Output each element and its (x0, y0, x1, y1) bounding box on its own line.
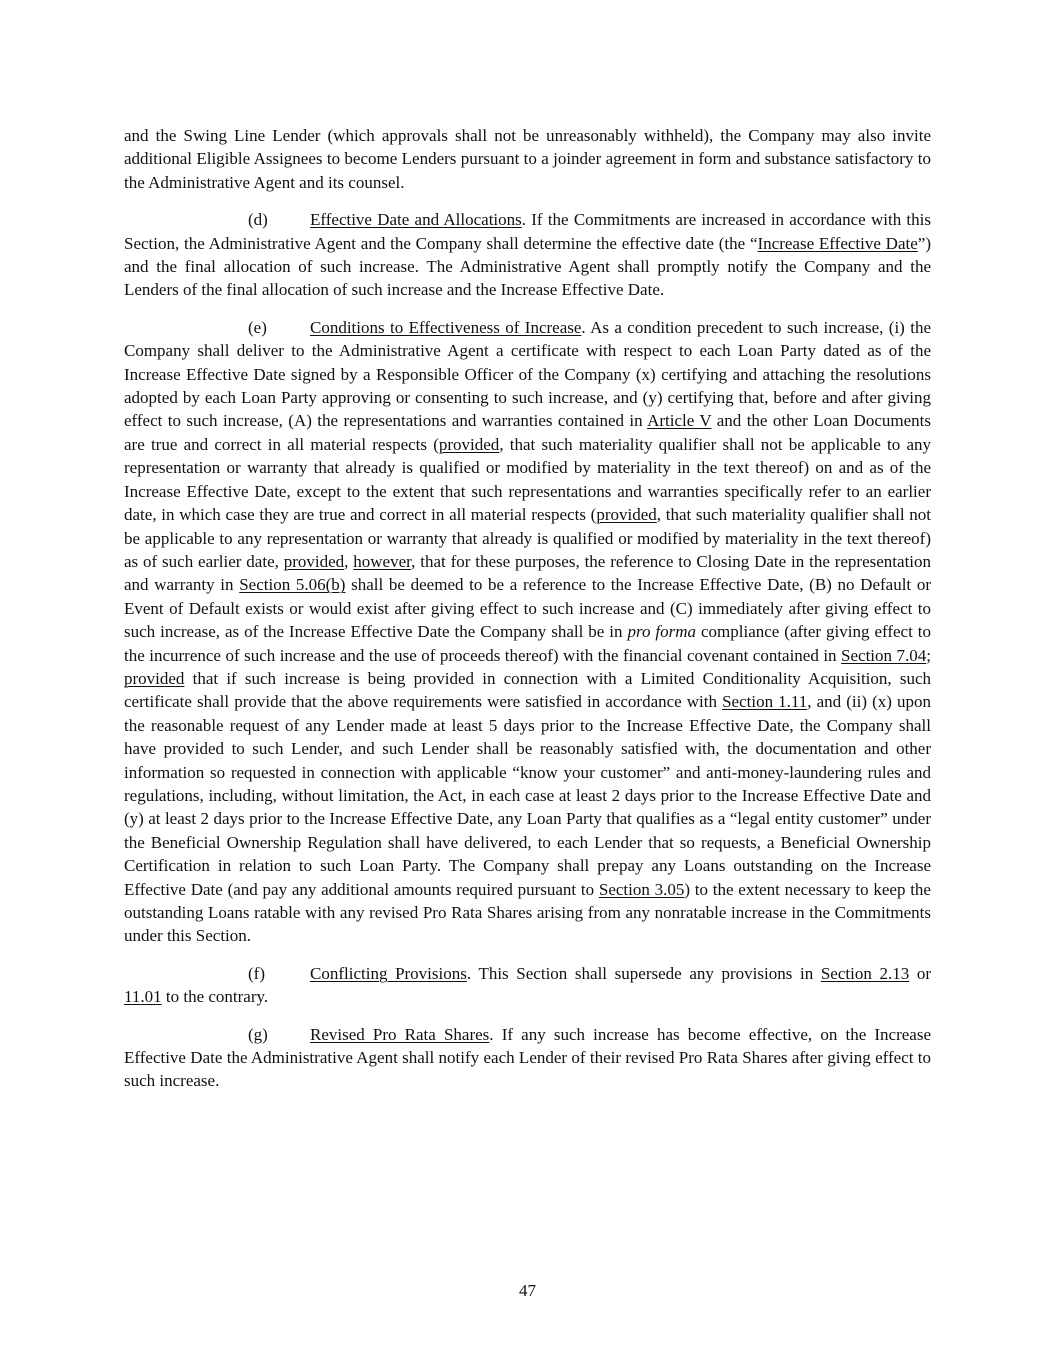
paragraph-text: shall be deemed to be a reference to the Increase Effective Date, (B) no Default or Event of Default exists or would exist after giving effect to such increase and (C) immediately after giving effect to such increase, as of the Increase Effective Date the Company shall be in (124, 575, 931, 642)
paragraph-g (124, 1023, 931, 1093)
provided-term: provided (438, 434, 500, 454)
paragraph-text: compliance (after giving effect to the incurrence of such increase and the use of proceeds thereof) with the financial covenant contained in (124, 622, 931, 665)
paragraph-text: . If the Commitments are increased in accordance with this Section, the Administrative Agent and the Company shall determine the effective date (the “ (124, 210, 931, 253)
however-term: however (353, 551, 412, 571)
cross-reference: Section 3.05 (598, 879, 685, 899)
paragraph-text: and the Swing Line Lender (which approvals shall not be unreasonably withheld), the Company may also invite additional Eligible Assignees to become Lenders pursuant to a joinder agreement in form and substance satisfactory to the Administrative Agent and its counsel. (124, 126, 931, 192)
cross-reference: Section 2.13 (820, 963, 910, 983)
provided-term: provided (283, 551, 345, 571)
cross-reference: Section 1.11 (722, 692, 808, 712)
paragraph-e (124, 316, 931, 948)
paragraph-text: ) to the extent necessary to keep the outstanding Loans ratable with any revised Pro Rata Shares arising from any nonratable increase in the Commitments under this Section. (124, 879, 931, 946)
paragraph-heading: Conditions to Effectiveness of Increase (310, 317, 582, 337)
paragraph-text: that if such increase is being provided in connection with a Limited Conditionality Acquisition, such certificate shall provide that the above requirements were satisfied in accordance with (124, 668, 931, 712)
paragraph-text: or (909, 963, 931, 983)
provided-term: provided (124, 668, 185, 688)
cross-reference: Section 5.06(b) (239, 575, 346, 595)
italic-term: pro forma (627, 622, 697, 642)
defined-term: Increase Effective Date (757, 233, 918, 253)
paragraph-heading: Conflicting Provisions (310, 963, 467, 983)
paragraph-c-continuation (124, 124, 931, 194)
paragraph-heading: Effective Date and Allocations (310, 210, 522, 230)
paragraph-text: , that such materiality qualifier shall not be applicable to any representation or warranty that already is qualified or modified by materiality in the text thereof) as of such earlier date, (124, 505, 931, 571)
paragraph-text: ; (926, 645, 931, 665)
paragraph-text: . As a condition precedent to such increase, (i) the Company shall deliver to the Administrative Agent a certificate with respect to each Loan Party dated as of the Increase Effective Date signed by a Responsible Officer of the Company (x) certifying and attaching the resolutions adopted by each Loan Party approving or consenting to such increase, and (y) certifying that, before and after giving effect to such increase, (A) the representations and warranties contained in (124, 317, 931, 431)
paragraph-text: and the other Loan Documents are true and correct in all material respects ( (124, 411, 931, 454)
paragraph-number: (g) (248, 1024, 268, 1044)
cross-reference: Section 7.04 (841, 645, 927, 665)
paragraph-text: , and (ii) (x) upon the reasonable request of any Lender made at least 5 days prior to the Increase Effective Date, the Company shall have provided to such Lender, and such Lender shall be reasonably satisfied with, the documentation and other information so requested in connection with applicable “know your customer” and anti-money-laundering rules and regulations, including, without limitation, the Act, in each case at least 2 days prior to the Increase Effective Date and (y) at least 2 days prior to the Increase Effective Date, any Loan Party that qualifies as a “legal entity customer” under the Beneficial Ownership Regulation shall have delivered, to each Lender that so requests, a Beneficial Ownership Certification in relation to such Loan Party. The Company shall prepay any Loans outstanding on the Increase Effective Date (and pay any additional amounts required pursuant to (124, 692, 931, 899)
paragraph-text: to the contrary. (161, 987, 269, 1007)
paragraph-text: , (344, 551, 354, 571)
paragraph-text: . If any such increase has become effective, on the Increase Effective Date the Administrative Agent shall notify each Lender of their revised Pro Rata Shares after giving effect to such increase. (124, 1024, 932, 1091)
provided-term: provided (596, 505, 657, 525)
paragraph-heading: Revised Pro Rata Shares (310, 1024, 490, 1044)
paragraph-number: (f) (248, 963, 265, 983)
paragraph-text: , that for these purposes, the reference to Closing Date in the representation and warranty in (124, 551, 932, 595)
document-page (124, 124, 931, 1107)
paragraph-text: . This Section shall supersede any provisions in (466, 963, 821, 983)
page-number: 47 (519, 1281, 536, 1300)
paragraph-text: , that such materiality qualifier shall not be applicable to any representation or warranty that already is qualified or modified by materiality in the text thereof) on and as of the Increase Effective Date, except to the extent that such representations and warranties specifically refer to an earlier date, in which case they are true and correct in all material respects ( (124, 434, 931, 525)
paragraph-f (124, 962, 931, 1009)
paragraph-d (124, 208, 931, 302)
paragraph-text: ”) and the final allocation of such increase. The Administrative Agent shall promptly notify the Company and the Lenders of the final allocation of such increase and the Increase Effective Date. (124, 233, 931, 300)
cross-reference: 11.01 (124, 987, 162, 1007)
paragraph-number: (e) (248, 317, 267, 337)
cross-reference: Article V (647, 411, 712, 431)
paragraph-number: (d) (248, 210, 268, 230)
